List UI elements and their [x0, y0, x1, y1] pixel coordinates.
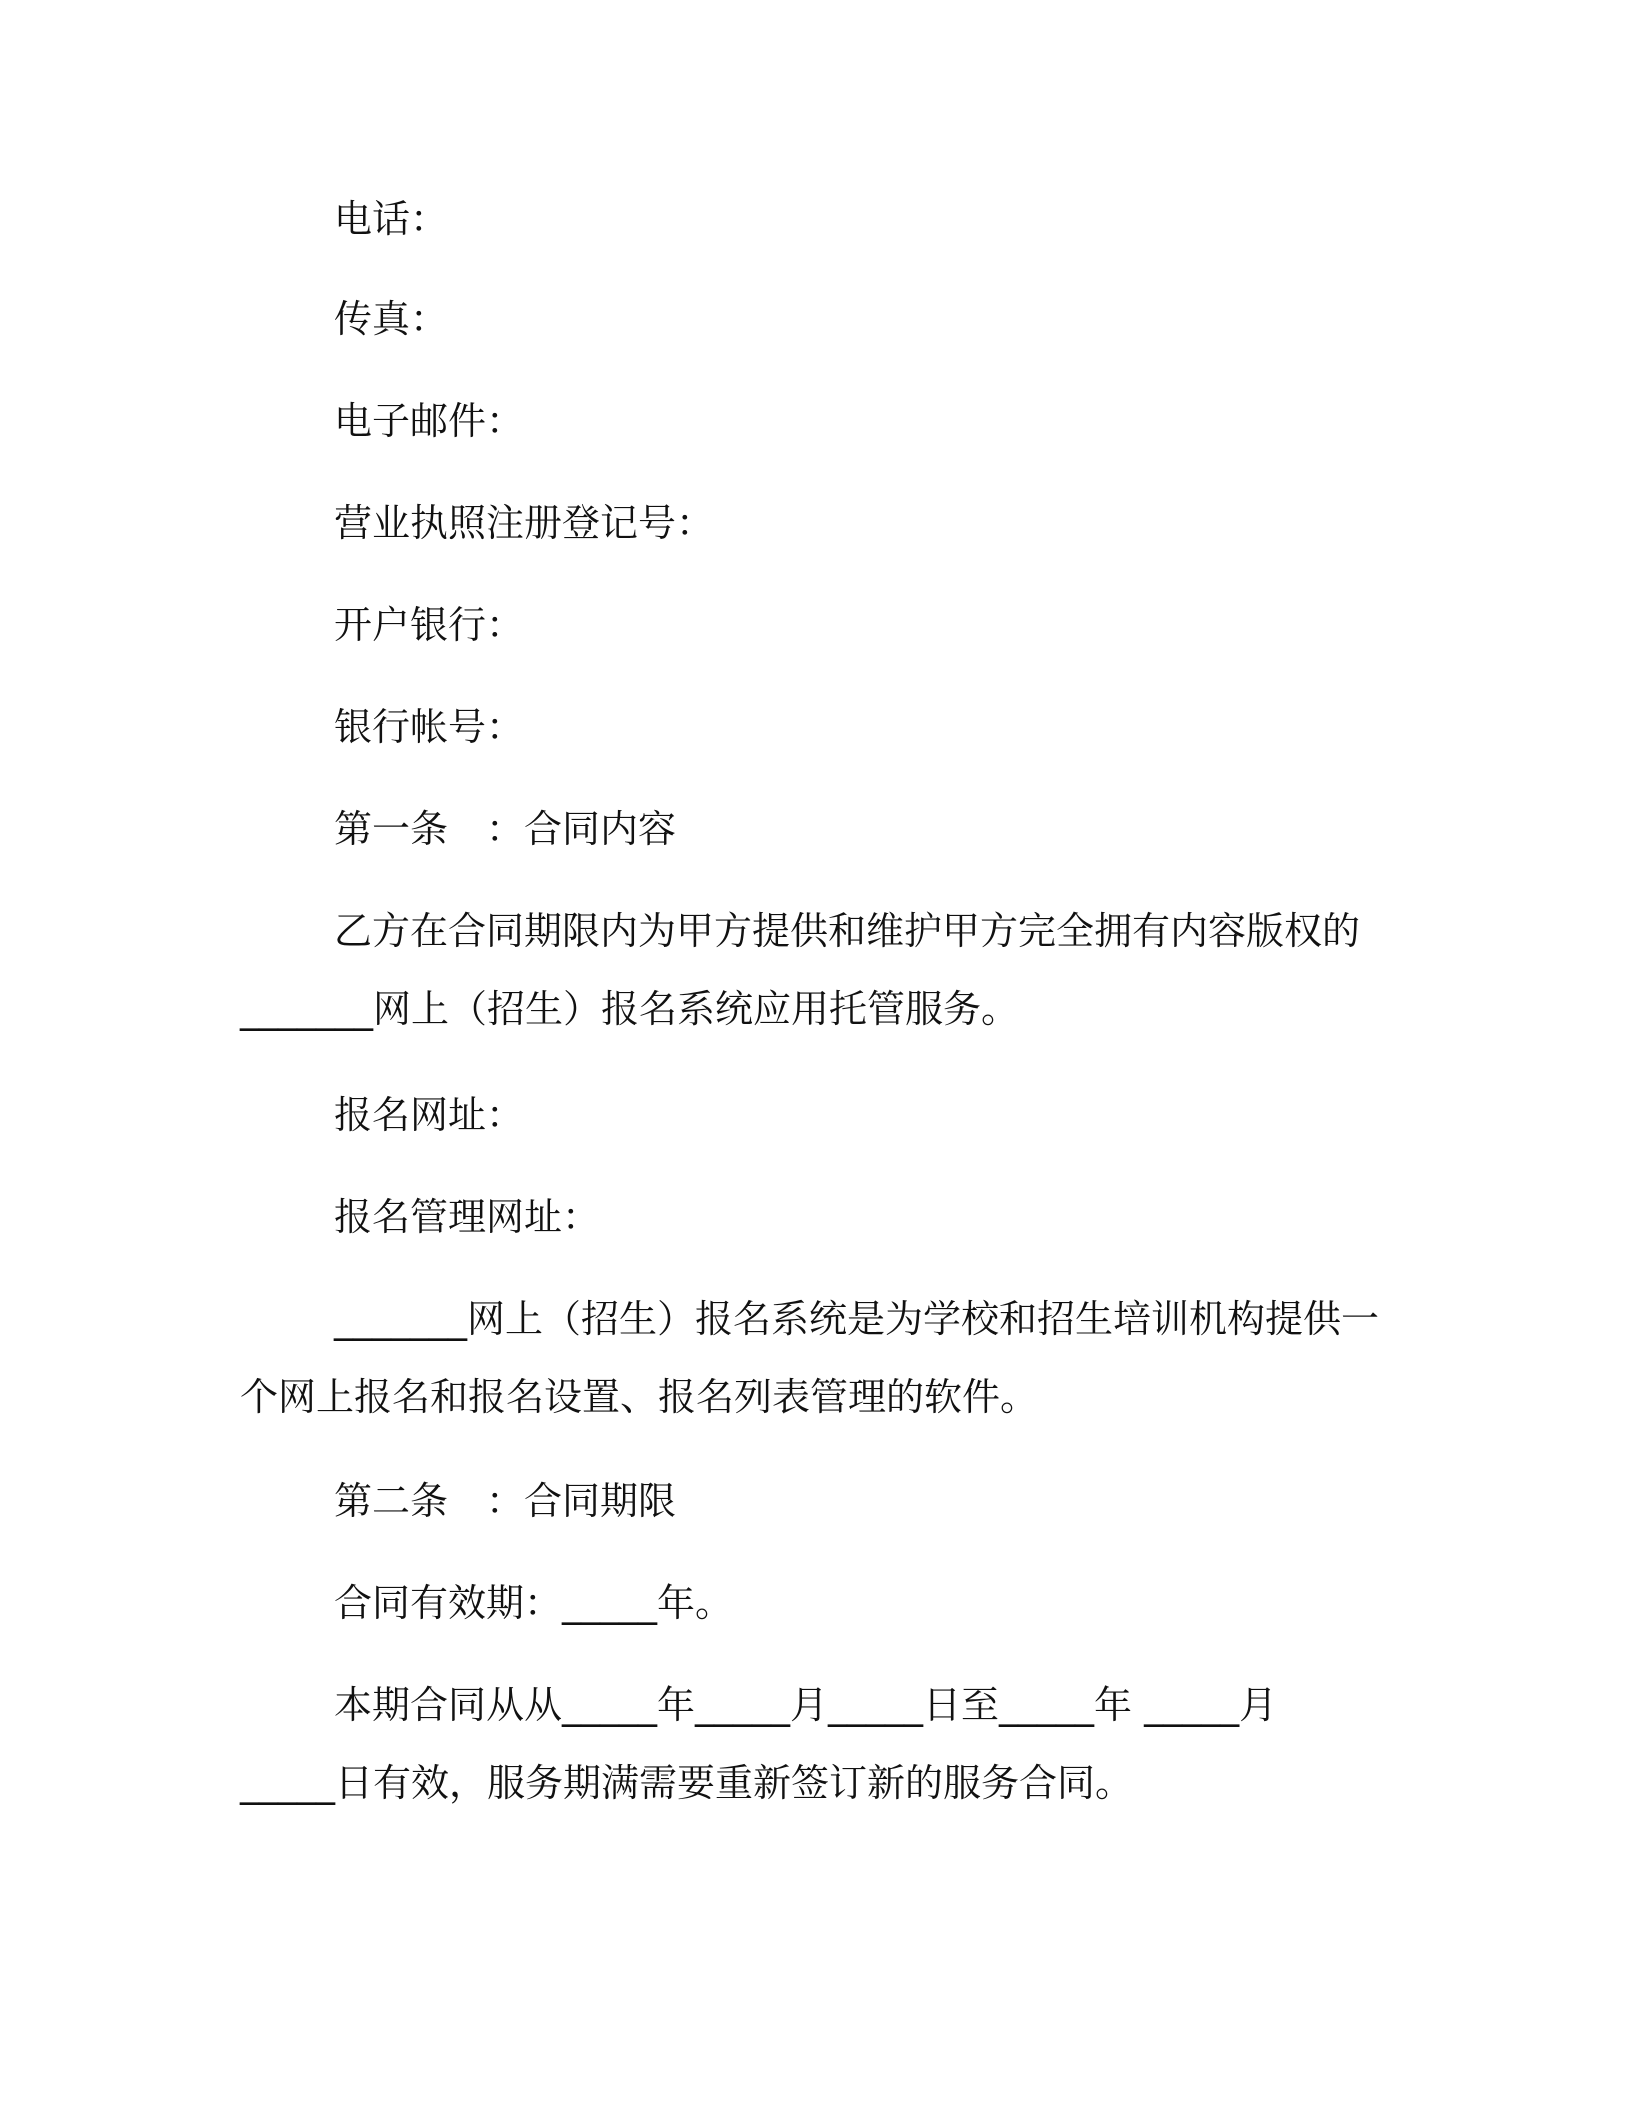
bank-account-label: 银行帐号：: [334, 705, 525, 749]
article-1-paragraph-2-line-1: _______网上（招生）报名系统是为学校和招生培训机构提供一: [334, 1297, 1380, 1341]
fax-label: 传真：: [334, 297, 449, 341]
article-2-heading: 第二条 ：合同期限: [334, 1479, 677, 1523]
article-1-heading: 第一条 ：合同内容: [334, 807, 677, 851]
registration-url-label: 报名网址：: [334, 1093, 525, 1137]
contract-validity-text: 合同有效期：_____年。: [334, 1581, 734, 1625]
registration-admin-url-label: 报名管理网址：: [334, 1195, 601, 1239]
email-label: 电子邮件：: [334, 399, 525, 443]
contract-term-line-1: 本期合同从从_____年_____月_____日至_____年 _____月: [334, 1683, 1278, 1727]
article-1-paragraph-2-line-2: 个网上报名和报名设置、报名列表管理的软件。: [240, 1375, 1039, 1419]
business-license-label: 营业执照注册登记号：: [334, 501, 715, 545]
article-1-paragraph-1-line-1: 乙方在合同期限内为甲方提供和维护甲方完全拥有内容版权的: [334, 909, 1361, 953]
bank-label: 开户银行：: [334, 603, 525, 647]
article-1-paragraph-1-line-2: _______网上（招生）报名系统应用托管服务。: [240, 987, 1020, 1031]
contract-term-line-2: _____日有效，服务期满需要重新签订新的服务合同。: [240, 1761, 1134, 1805]
phone-label: 电话：: [334, 197, 449, 241]
